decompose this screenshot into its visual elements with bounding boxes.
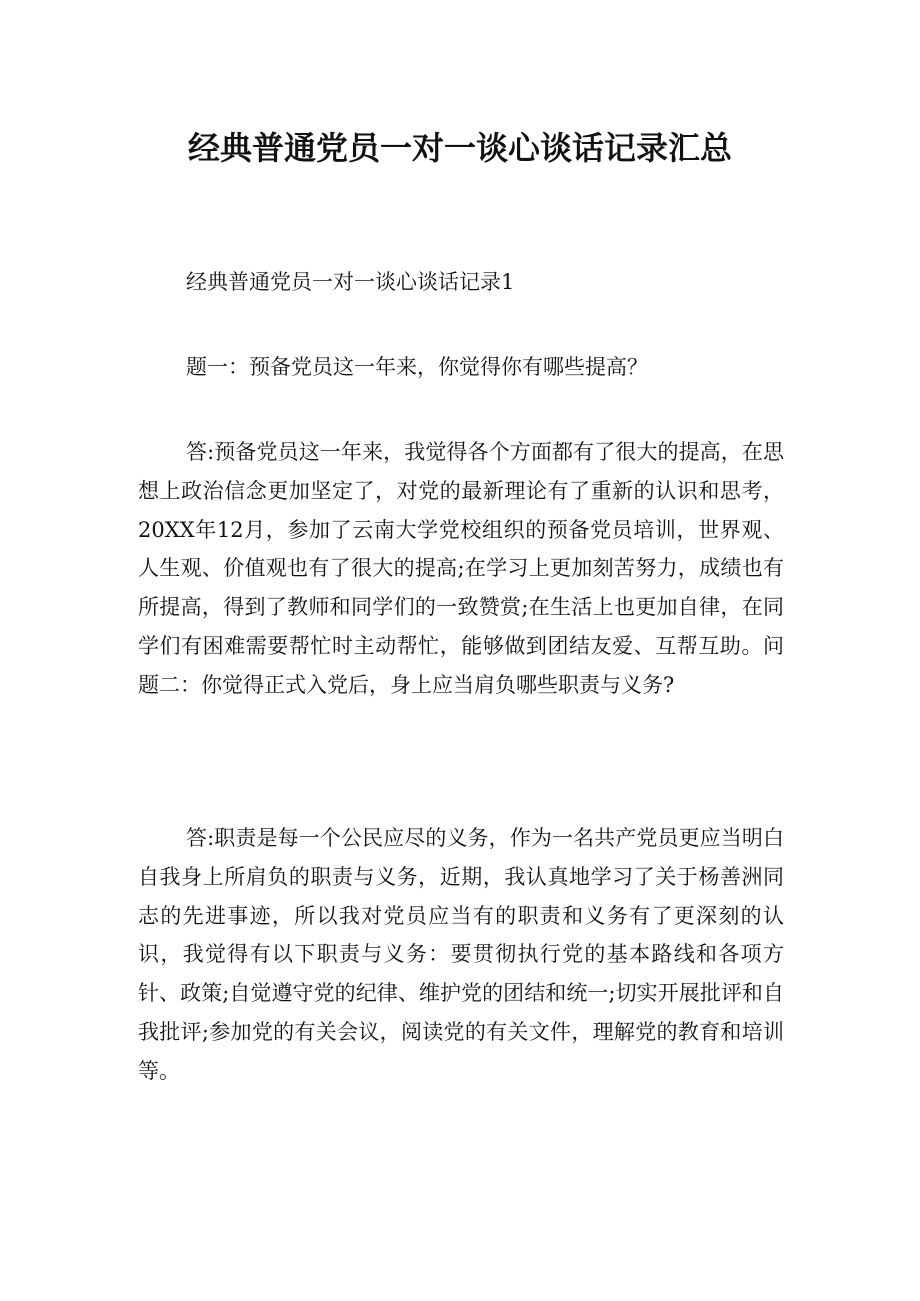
answer-paragraph-1: 答:预备党员这一年来，我觉得各个方面都有了很大的提高，在思想上政治信念更加坚定了，对党的最新理论有了重新的认识和思考，20XX年12月，参加了云南大学党校组织的预备党员培训，世界观、人生观、价值观也有了很大的提高;在学习上更加刻苦努力，成绩也有所提高，得到了教师和同学们的一致赞赏;在生活上也更加自律，在同学们有困难需要帮忙时主动帮忙，能够做到团结友爱、互帮互助。问题二：你觉得正式入党后，身上应当肩负哪些职责与义务?	[138, 440, 784, 697]
document-title: 经典普通党员一对一谈心谈话记录汇总	[187, 129, 732, 167]
answer-paragraph-2: 答:职责是每一个公民应尽的义务，作为一名共产党员更应当明白自我身上所肩负的职责与义务，近期，我认真地学习了关于杨善洲同志的先进事迹，所以我对党员应当有的职责和义务有了更深刻的认识，我觉得有以下职责与义务：要贯彻执行党的基本路线和各项方针、政策;自觉遵守党的纪律、维护党的团结和统一;切实开展批评和自我批评;参加党的有关会议，阅读党的有关文件，理解党的教育和培训等。	[138, 826, 784, 1083]
section-title: 经典普通党员一对一谈心谈话记录1	[186, 270, 515, 294]
question-heading: 题一：预备党员这一年来，你觉得你有哪些提高？	[186, 355, 648, 379]
